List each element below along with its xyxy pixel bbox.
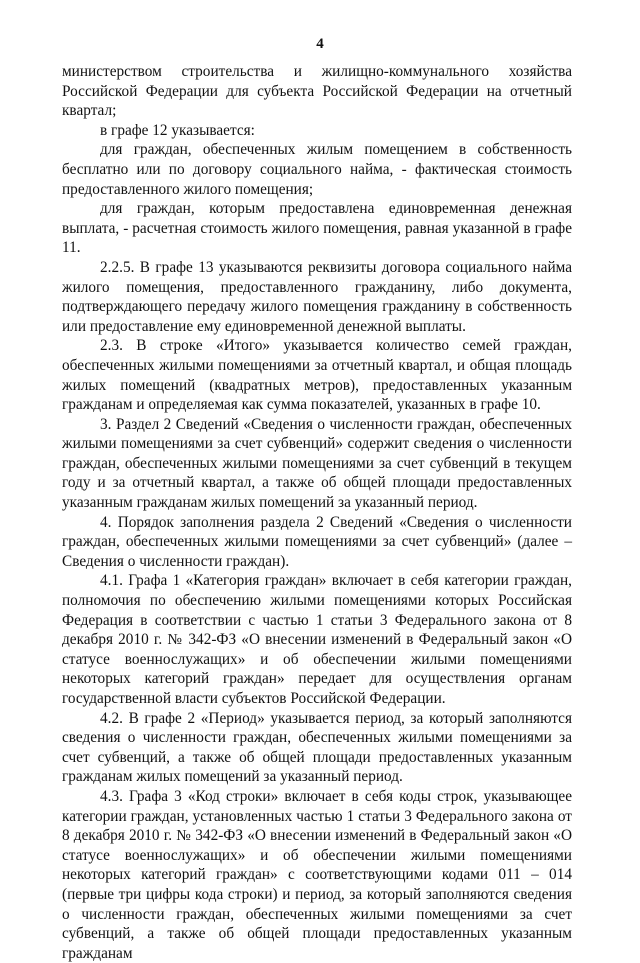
paragraph-2-2-5: 2.2.5. В графе 13 указываются реквизиты договора социального найма жилого помещения, предоставленного гражданину, либо документа, подтверждающего передачу жилого помещения гражданину в собственность или предоставление ему единовременной денежной выплаты. bbox=[62, 258, 572, 335]
paragraph-column-12-intro: в графе 12 указывается: bbox=[100, 121, 255, 139]
paragraph-column-12-housing: для граждан, обеспеченных жилым помещением в собственность бесплатно или по договору социального найма, - фактическая стоимость предоставленного жилого помещения; bbox=[62, 141, 572, 198]
page-number: 4 bbox=[316, 36, 324, 52]
paragraph-4: 4. Порядок заполнения раздела 2 Сведений «Сведения о численности граждан, обеспеченных жилыми помещениями за счет субвенций» (далее – Сведения о численности граждан). bbox=[62, 513, 572, 570]
document-body bbox=[62, 62, 572, 963]
paragraph-4-1: 4.1. Графа 1 «Категория граждан» включает в себя категории граждан, полномочия по обеспечению жилыми помещениями которых Российская Федерация в соответствии с частью 1 статьи 3 Федерального закона от 8 декабря 2010 г. № 342-ФЗ «О внесении изменений в Федеральный закон «О статусе военнослужащих» и об обеспечении жилыми помещениями некоторых категорий граждан» передает для осуществления органам государственной власти субъектов Российской Федерации. bbox=[62, 572, 572, 707]
paragraph-column-12-payment: для граждан, которым предоставлена единовременная денежная выплата, - расчетная стоимость жилого помещения, равная указанной в графе 11. bbox=[62, 200, 572, 257]
paragraph-4-3: 4.3. Графа 3 «Код строки» включает в себя коды строк, указывающее категории граждан, установленных частью 1 статьи 3 Федерального закона от 8 декабря 2010 г. № 342-ФЗ «О внесении изменений в Федеральный закон «О статусе военнослужащих» и об обеспечении жилыми помещениями некоторых категорий граждан» с соответствующими кодами 011 – 014 (первые три цифры кода строки) и период, за который заполняются сведения о численности граждан, обеспеченных жилыми помещениями за счет субвенций, а также об общей площади предоставленных указанным гражданам bbox=[62, 787, 572, 962]
paragraph-continuation: министерством строительства и жилищно-коммунального хозяйства Российской Федерации для субъекта Российской Федерации на отчетный квартал; bbox=[62, 63, 572, 120]
paragraph-4-2: 4.2. В графе 2 «Период» указывается период, за который заполняются сведения о численности граждан, обеспеченных жилыми помещениями за счет субвенций, а также об общей площади предоставленных указанным гражданам жилых помещений за указанный период. bbox=[62, 709, 572, 786]
paragraph-2-3: 2.3. В строке «Итого» указывается количество семей граждан, обеспеченных жилыми помещениями за отчетный квартал, и общая площадь жилых помещений (квадратных метров), предоставленных указанным гражданам и определяемая как сумма показателей, указанных в графе 10. bbox=[62, 337, 572, 414]
paragraph-3: 3. Раздел 2 Сведений «Сведения о численности граждан, обеспеченных жилыми помещениями за счет субвенций» содержит сведения о численности граждан, обеспеченных жилыми помещениями за счет субвенций в текущем году и за отчетный квартал, а также об общей площади предоставленных указанным гражданам жилых помещений за указанный период. bbox=[62, 415, 572, 512]
